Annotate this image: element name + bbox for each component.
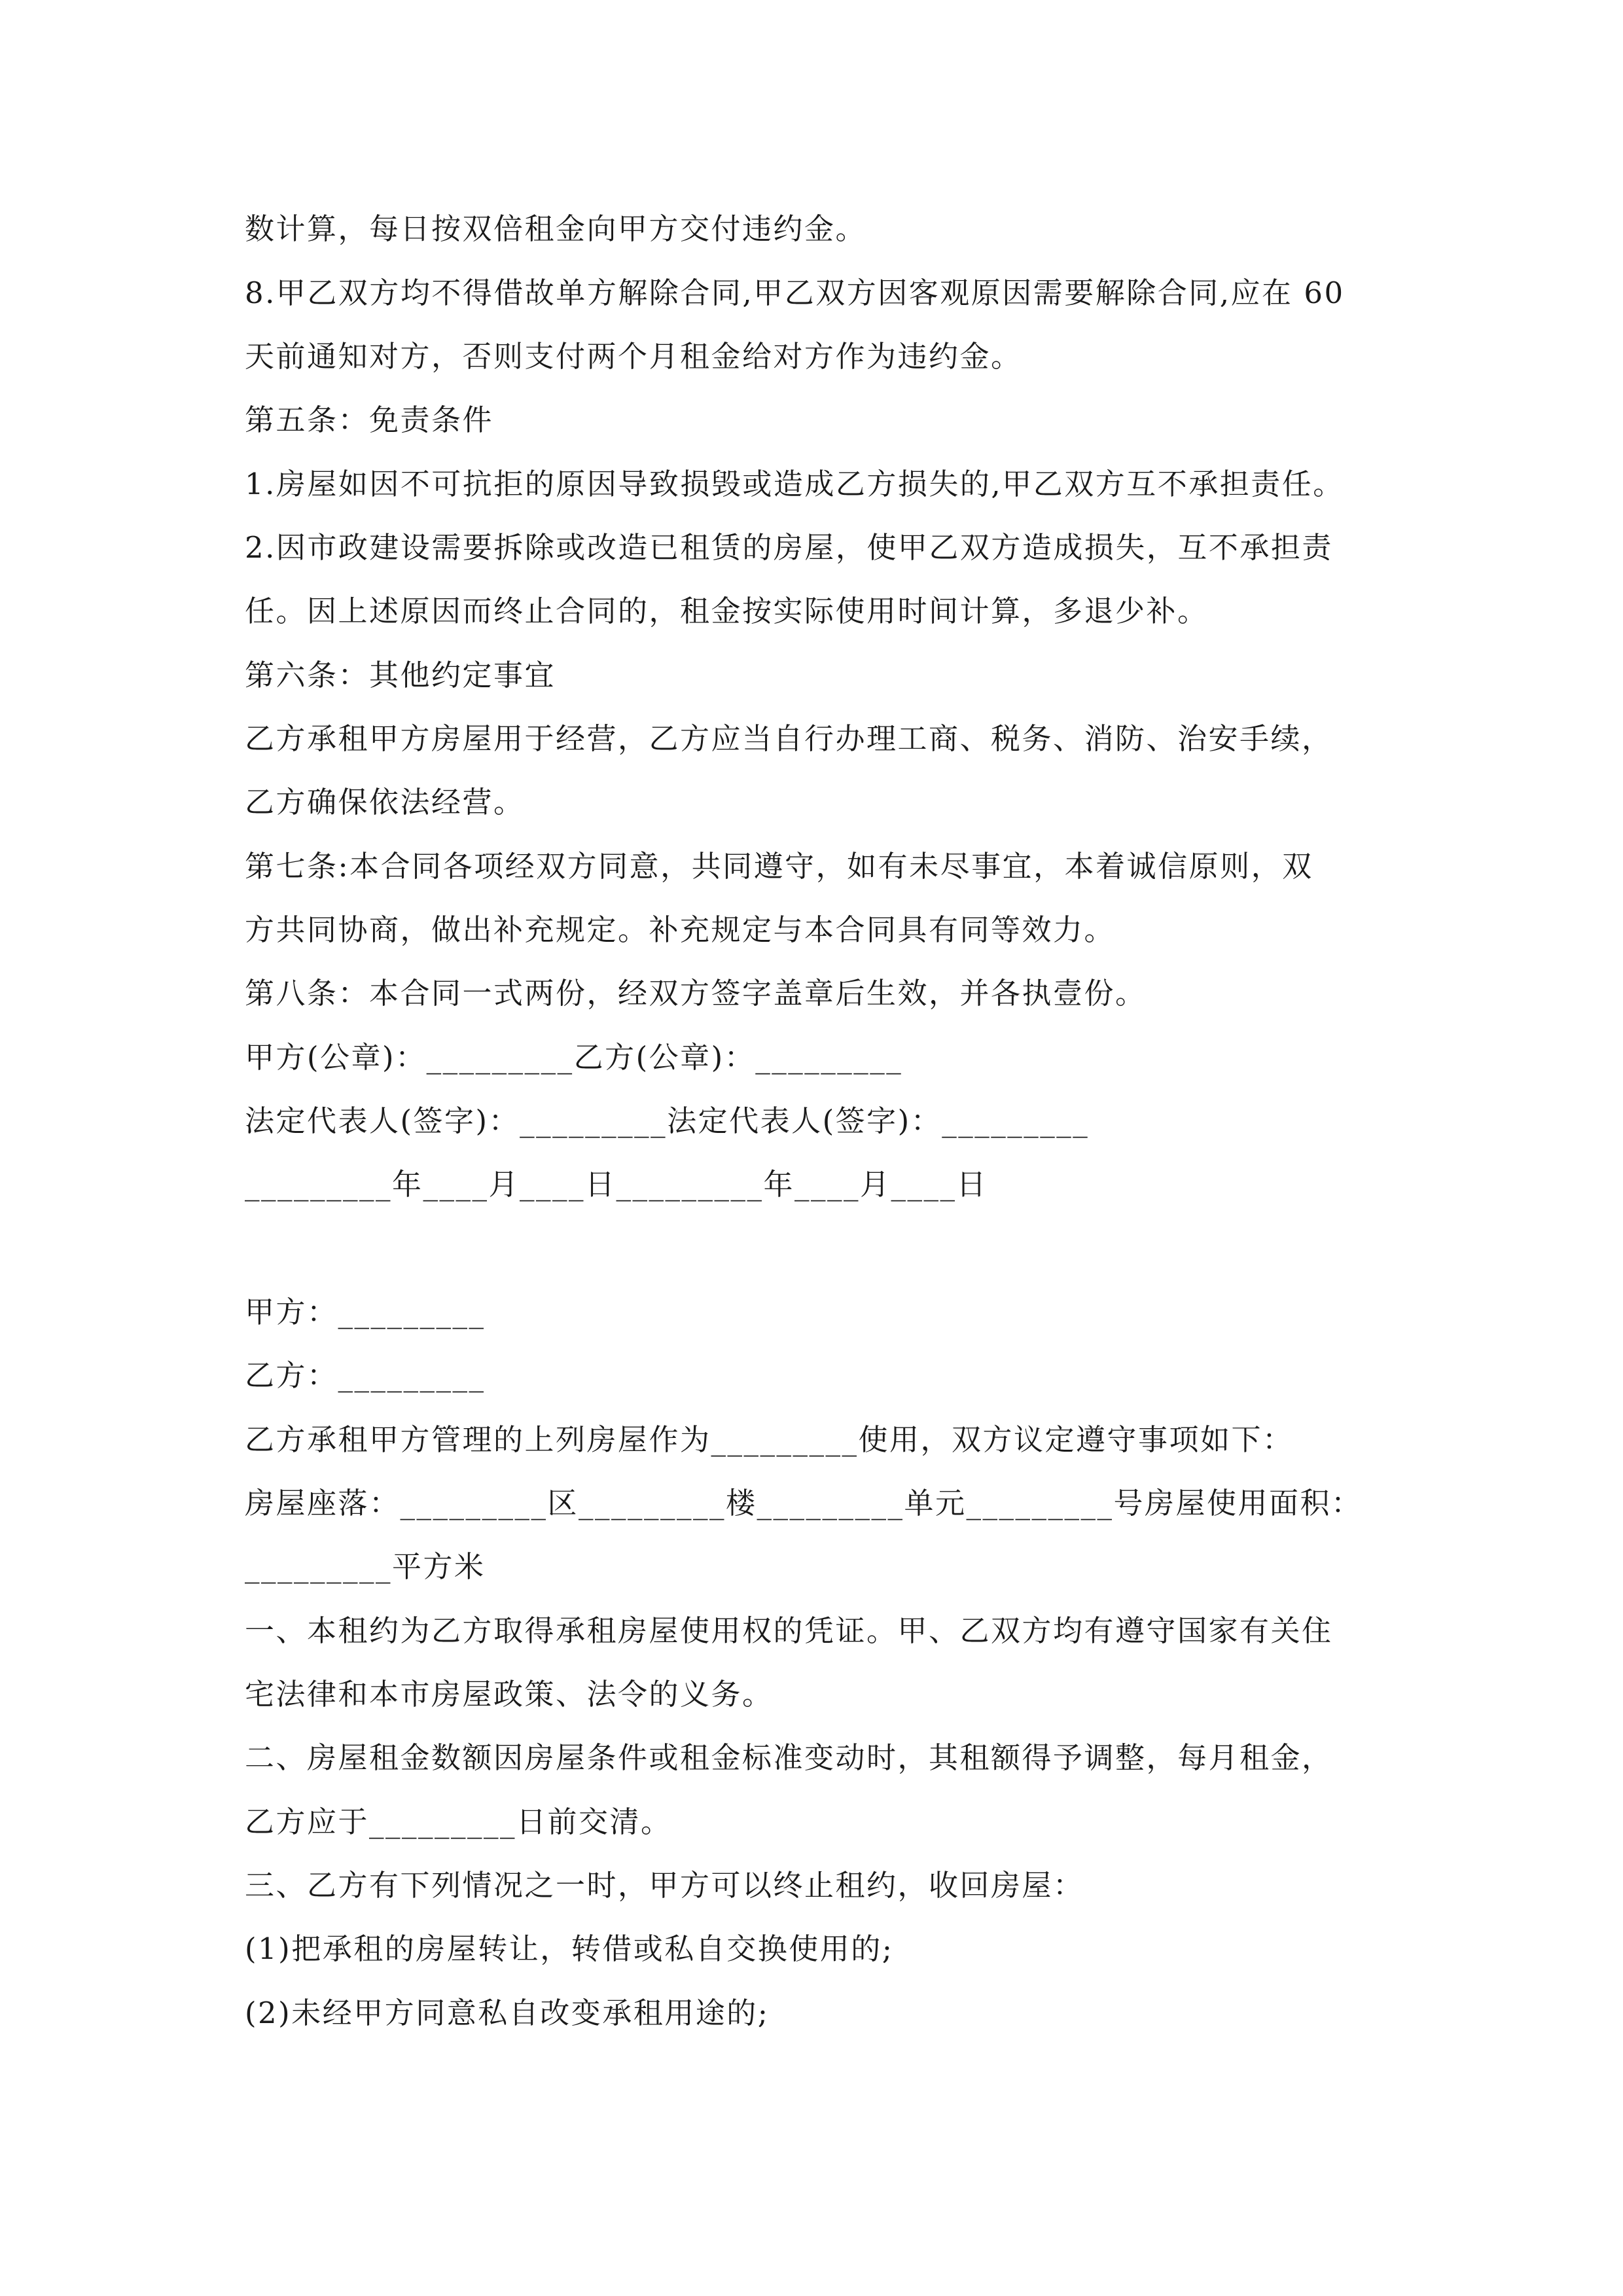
signature-line: 法定代表人(签字)：_________法定代表人(签字)：_________ <box>245 1103 1090 1138</box>
party-line: 乙方：_________ <box>245 1358 486 1393</box>
paragraph-line: 乙方承租甲方房屋用于经营，乙方应当自行办理工商、税务、消防、治安手续， <box>245 721 1333 756</box>
paragraph-line: 天前通知对方，否则支付两个月租金给对方作为违约金。 <box>245 339 1022 374</box>
list-item: (1)把承租的房屋转让，转借或私自交换使用的; <box>245 1931 894 1966</box>
date-line: _________年____月____日_________年____月____日 <box>245 1167 988 1202</box>
list-item: (2)未经甲方同意私自改变承租用途的; <box>245 1996 770 2030</box>
paragraph-line: 方共同协商，做出补充规定。补充规定与本合同具有同等效力。 <box>245 912 1116 947</box>
paragraph-line: 乙方承租甲方管理的上列房屋作为_________使用，双方议定遵守事项如下： <box>245 1422 1294 1457</box>
paragraph-line: 乙方应于_________日前交清。 <box>245 1804 672 1839</box>
paragraph-line: 乙方确保依法经营。 <box>245 785 525 819</box>
section-heading: 第六条：其他约定事宜 <box>245 658 556 692</box>
party-line: 甲方：_________ <box>245 1295 486 1329</box>
paragraph-line: 8.甲乙双方均不得借故单方解除合同,甲乙双方因客观原因需要解除合同,应在 60 <box>245 276 1345 310</box>
signature-line: 甲方(公章)：_________乙方(公章)：_________ <box>245 1040 903 1075</box>
paragraph-line: 二、房屋租金数额因房屋条件或租金标准变动时，其租额得予调整，每月租金， <box>245 1740 1333 1775</box>
paragraph-line: 第七条:本合同各项经双方同意，共同遵守，如有未尽事宜，本着诚信原则，双 <box>245 849 1313 884</box>
paragraph-line: 2.因市政建设需要拆除或改造已租赁的房屋，使甲乙双方造成损失，互不承担责 <box>245 530 1333 565</box>
paragraph-line: _________平方米 <box>245 1549 486 1584</box>
paragraph-line: 一、本租约为乙方取得承租房屋使用权的凭证。甲、乙双方均有遵守国家有关住 <box>245 1613 1333 1648</box>
paragraph-line: 宅法律和本市房屋政策、法令的义务。 <box>245 1677 774 1712</box>
paragraph-line: 任。因上述原因而终止合同的，租金按实际使用时间计算，多退少补。 <box>245 594 1209 628</box>
paragraph-line: 1.房屋如因不可抗拒的原因导致损毁或造成乙方损失的,甲乙双方互不承担责任。 <box>245 467 1344 501</box>
paragraph-line: 房屋座落：_________区_________楼_________单元_________号房屋使用面积： <box>245 1486 1363 1520</box>
paragraph-line: 数计算，每日按双倍租金向甲方交付违约金。 <box>245 211 867 246</box>
section-heading: 第五条：免责条件 <box>245 403 494 437</box>
paragraph-line: 第八条：本合同一式两份，经双方签字盖章后生效，并各执壹份。 <box>245 976 1147 1011</box>
paragraph-line: 三、乙方有下列情况之一时，甲方可以终止租约，收回房屋： <box>245 1868 1084 1903</box>
